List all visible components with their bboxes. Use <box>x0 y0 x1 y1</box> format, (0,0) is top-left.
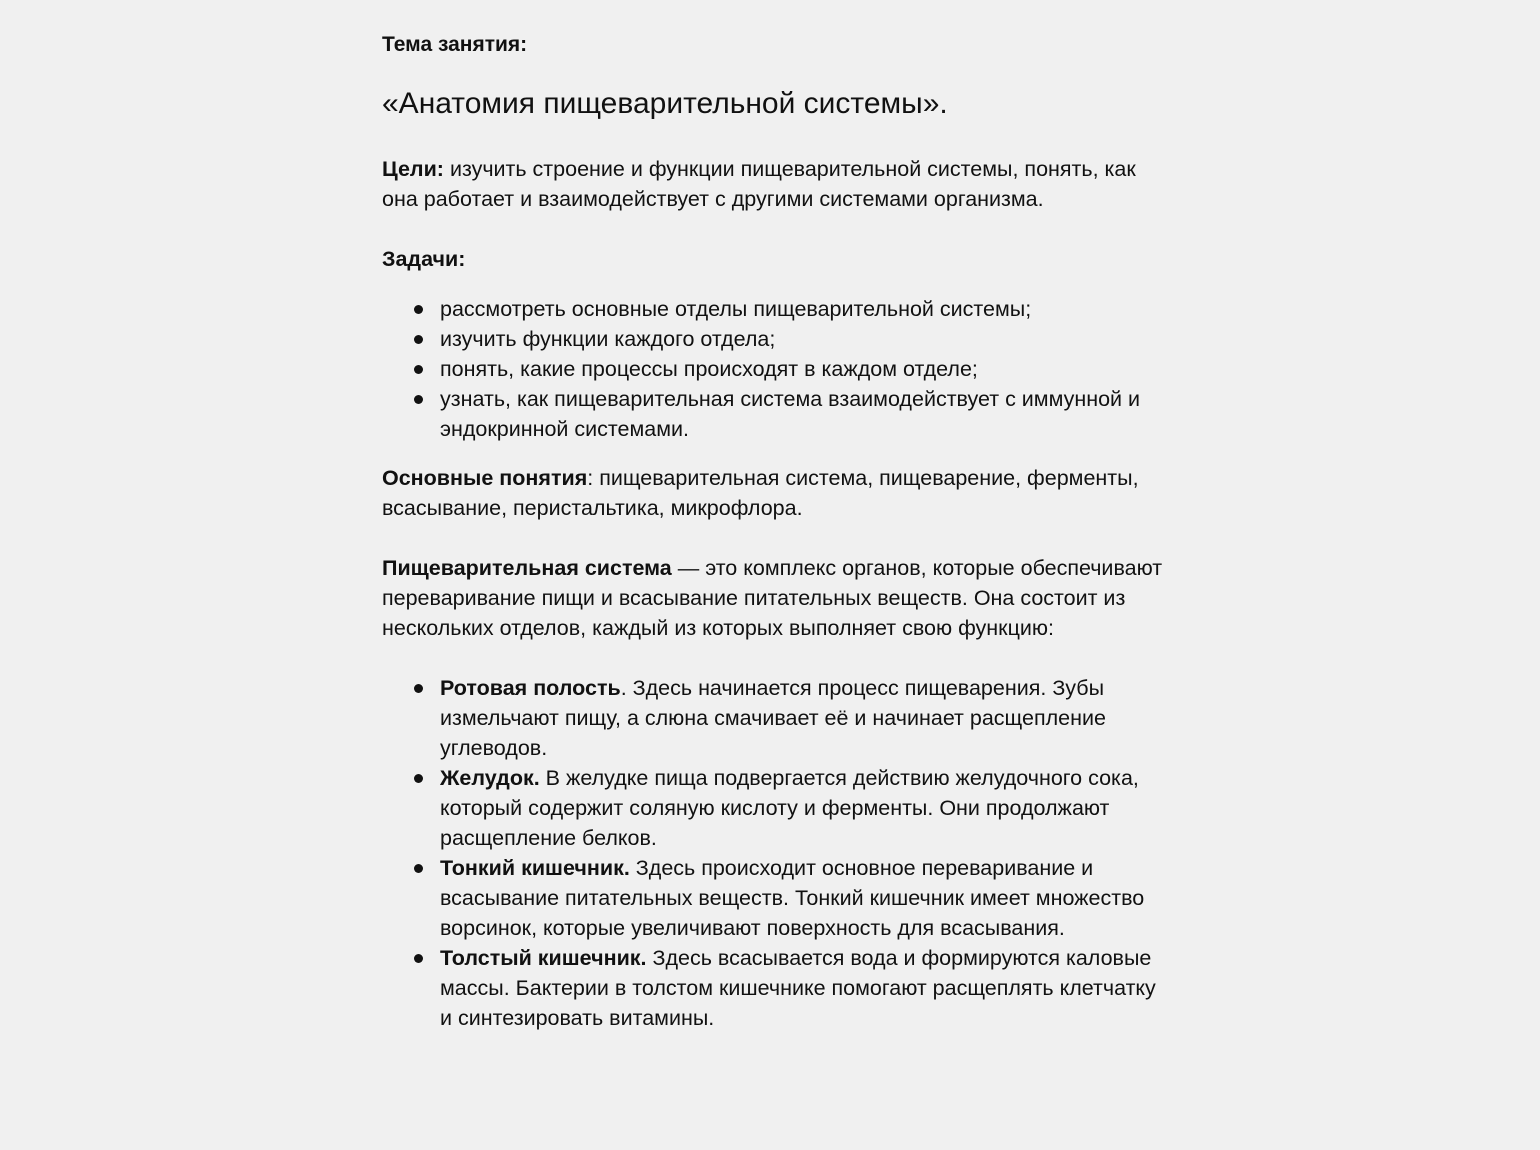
part-item-mouth <box>382 673 1172 763</box>
system-term: Пищеварительная система <box>382 556 672 580</box>
task-item <box>382 354 1172 384</box>
part-item-stomach <box>382 763 1172 853</box>
system-definition-paragraph <box>382 553 1172 643</box>
part-name: Ротовая полость <box>440 676 621 700</box>
document <box>382 30 1172 1033</box>
concepts-paragraph <box>382 463 1172 523</box>
tasks-label: Задачи: <box>382 247 466 271</box>
task-text: изучить функции каждого отдела; <box>440 327 776 351</box>
task-text: рассмотреть основные отделы пищеварительной системы; <box>440 297 1032 321</box>
task-text: понять, какие процессы происходят в каждом отделе; <box>440 357 978 381</box>
part-name: Толстый кишечник. <box>440 946 647 970</box>
task-text: узнать, как пищеварительная система взаимодействует с иммунной и эндокринной системами. <box>440 387 1141 441</box>
part-name: Желудок. <box>440 766 540 790</box>
lesson-title: «Анатомия пищеварительной системы». <box>382 87 948 120</box>
topic-label: Тема занятия: <box>382 33 528 56</box>
part-text: Здесь всасывается вода и формируются каловые массы. Бактерии в толстом кишечнике помогают расщеплять клетчатку и синтезировать витамины. <box>440 946 1156 1030</box>
goals-paragraph <box>382 154 1172 214</box>
task-item <box>382 294 1172 324</box>
task-item <box>382 384 1172 444</box>
concepts-label: Основные понятия <box>382 466 588 490</box>
part-text: . Здесь начинается процесс пищеварения. Зубы измельчают пищу, а слюна смачивает её и начинает расщепление углеводов. <box>440 676 1106 760</box>
task-item <box>382 324 1172 354</box>
concepts-text: : пищеварительная система, пищеварение, ферменты, всасывание, перистальтика, микрофлора. <box>382 466 1139 520</box>
tasks-list <box>382 294 1172 444</box>
part-name: Тонкий кишечник. <box>440 856 630 880</box>
part-item-large-intestine <box>382 943 1172 1033</box>
goals-text: изучить строение и функции пищеварительной системы, понять, как она работает и взаимодействует с другими системами организма. <box>382 157 1136 211</box>
digestive-parts-list <box>382 673 1172 1033</box>
part-text: Здесь происходит основное переваривание и всасывание питательных веществ. Тонкий кишечник имеет множество ворсинок, которые увеличивают поверхность для всасывания. <box>440 856 1145 940</box>
goals-label: Цели: <box>382 157 444 181</box>
part-text: В желудке пища подвергается действию желудочного сока, который содержит соляную кислоту и ферменты. Они продолжают расщепление белков. <box>440 766 1139 850</box>
part-item-small-intestine <box>382 853 1172 943</box>
system-definition-text: — это комплекс органов, которые обеспечивают переваривание пищи и всасывание питательных веществ. Она состоит из нескольких отделов, каждый из которых выполняет свою функцию: <box>382 556 1163 640</box>
